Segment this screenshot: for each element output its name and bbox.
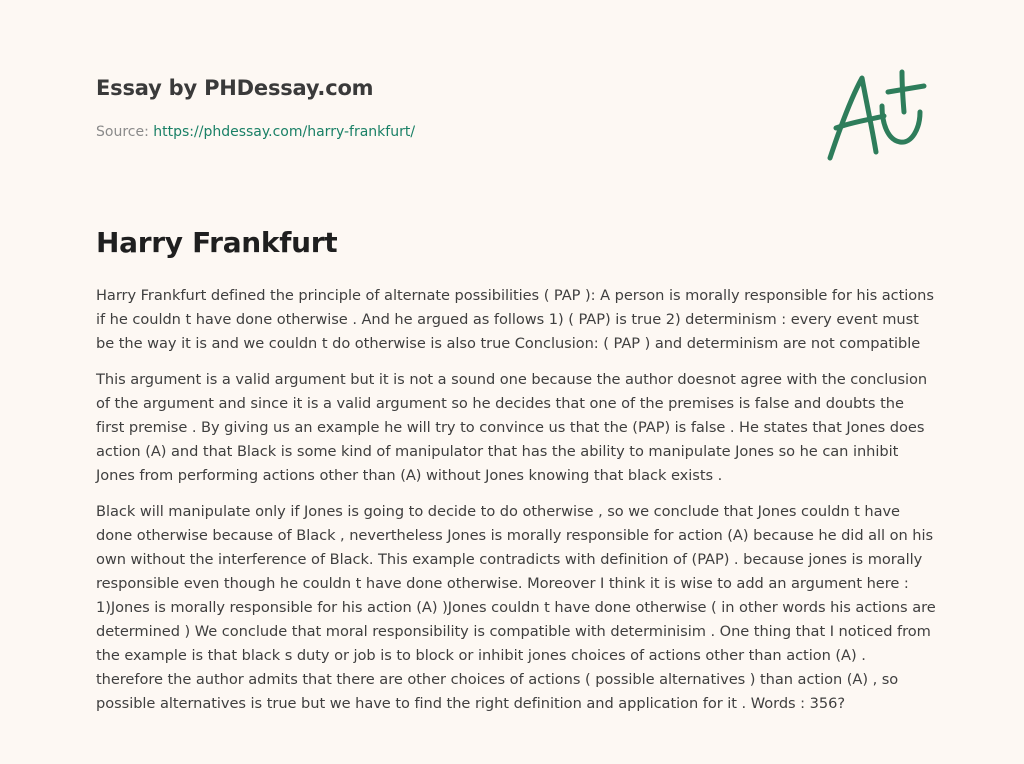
source-label: Source: <box>96 124 154 140</box>
essay-body <box>96 284 936 728</box>
a-plus-logo-icon <box>822 66 928 166</box>
source-line <box>96 124 415 140</box>
site-title: Essay by PHDessay.com <box>96 76 374 100</box>
essay-title: Harry Frankfurt <box>96 226 338 259</box>
source-link[interactable]: https://phdessay.com/harry-frankfurt/ <box>153 124 416 140</box>
essay-paragraph: Black will manipulate only if Jones is going to decide to do otherwise , so we conclude that Jones couldn t have done otherwise because of Black , nevertheless Jones is morally responsible for action (A) because he did all on his own without the interference of Black. This example contradicts with definition of (PAP) . because jones is morally responsible even though he couldn t have done otherwise. Moreover I think it is wise to add an argument here : 1)Jones is morally responsible for his action (A) )Jones couldn t have done otherwise ( in other words his actions are determined ) We conclude that moral responsibility is compatible with determinisim . One thing that I noticed from the example is that black s duty or job is to block or inhibit jones choices of actions other than action (A) . therefore the author admits that there are other choices of actions ( possible alternatives ) than action (A) , so possible alternatives is true but we have to find the right definition and application for it . Words : 356? <box>96 503 936 712</box>
essay-paragraph: This argument is a valid argument but it is not a sound one because the author doesnot agree with the conclusion of the argument and since it is a valid argument so he decides that one of the premises is false and doubts the first premise . By giving us an example he will try to convince us that the (PAP) is false . He states that Jones does action (A) and that Black is some kind of manipulator that has the ability to manipulate Jones so he can inhibit Jones from performing actions other than (A) without Jones knowing that black exists . <box>96 371 928 484</box>
essay-paragraph: Harry Frankfurt defined the principle of alternate possibilities ( PAP ): A person is morally responsible for his actions if he couldn t have done otherwise . And he argued as follows 1) ( PAP) is true 2) determinism : every event must be the way it is and we couldn t do otherwise is also true Conclusion: ( PAP ) and determinism are not compatible <box>96 287 934 352</box>
